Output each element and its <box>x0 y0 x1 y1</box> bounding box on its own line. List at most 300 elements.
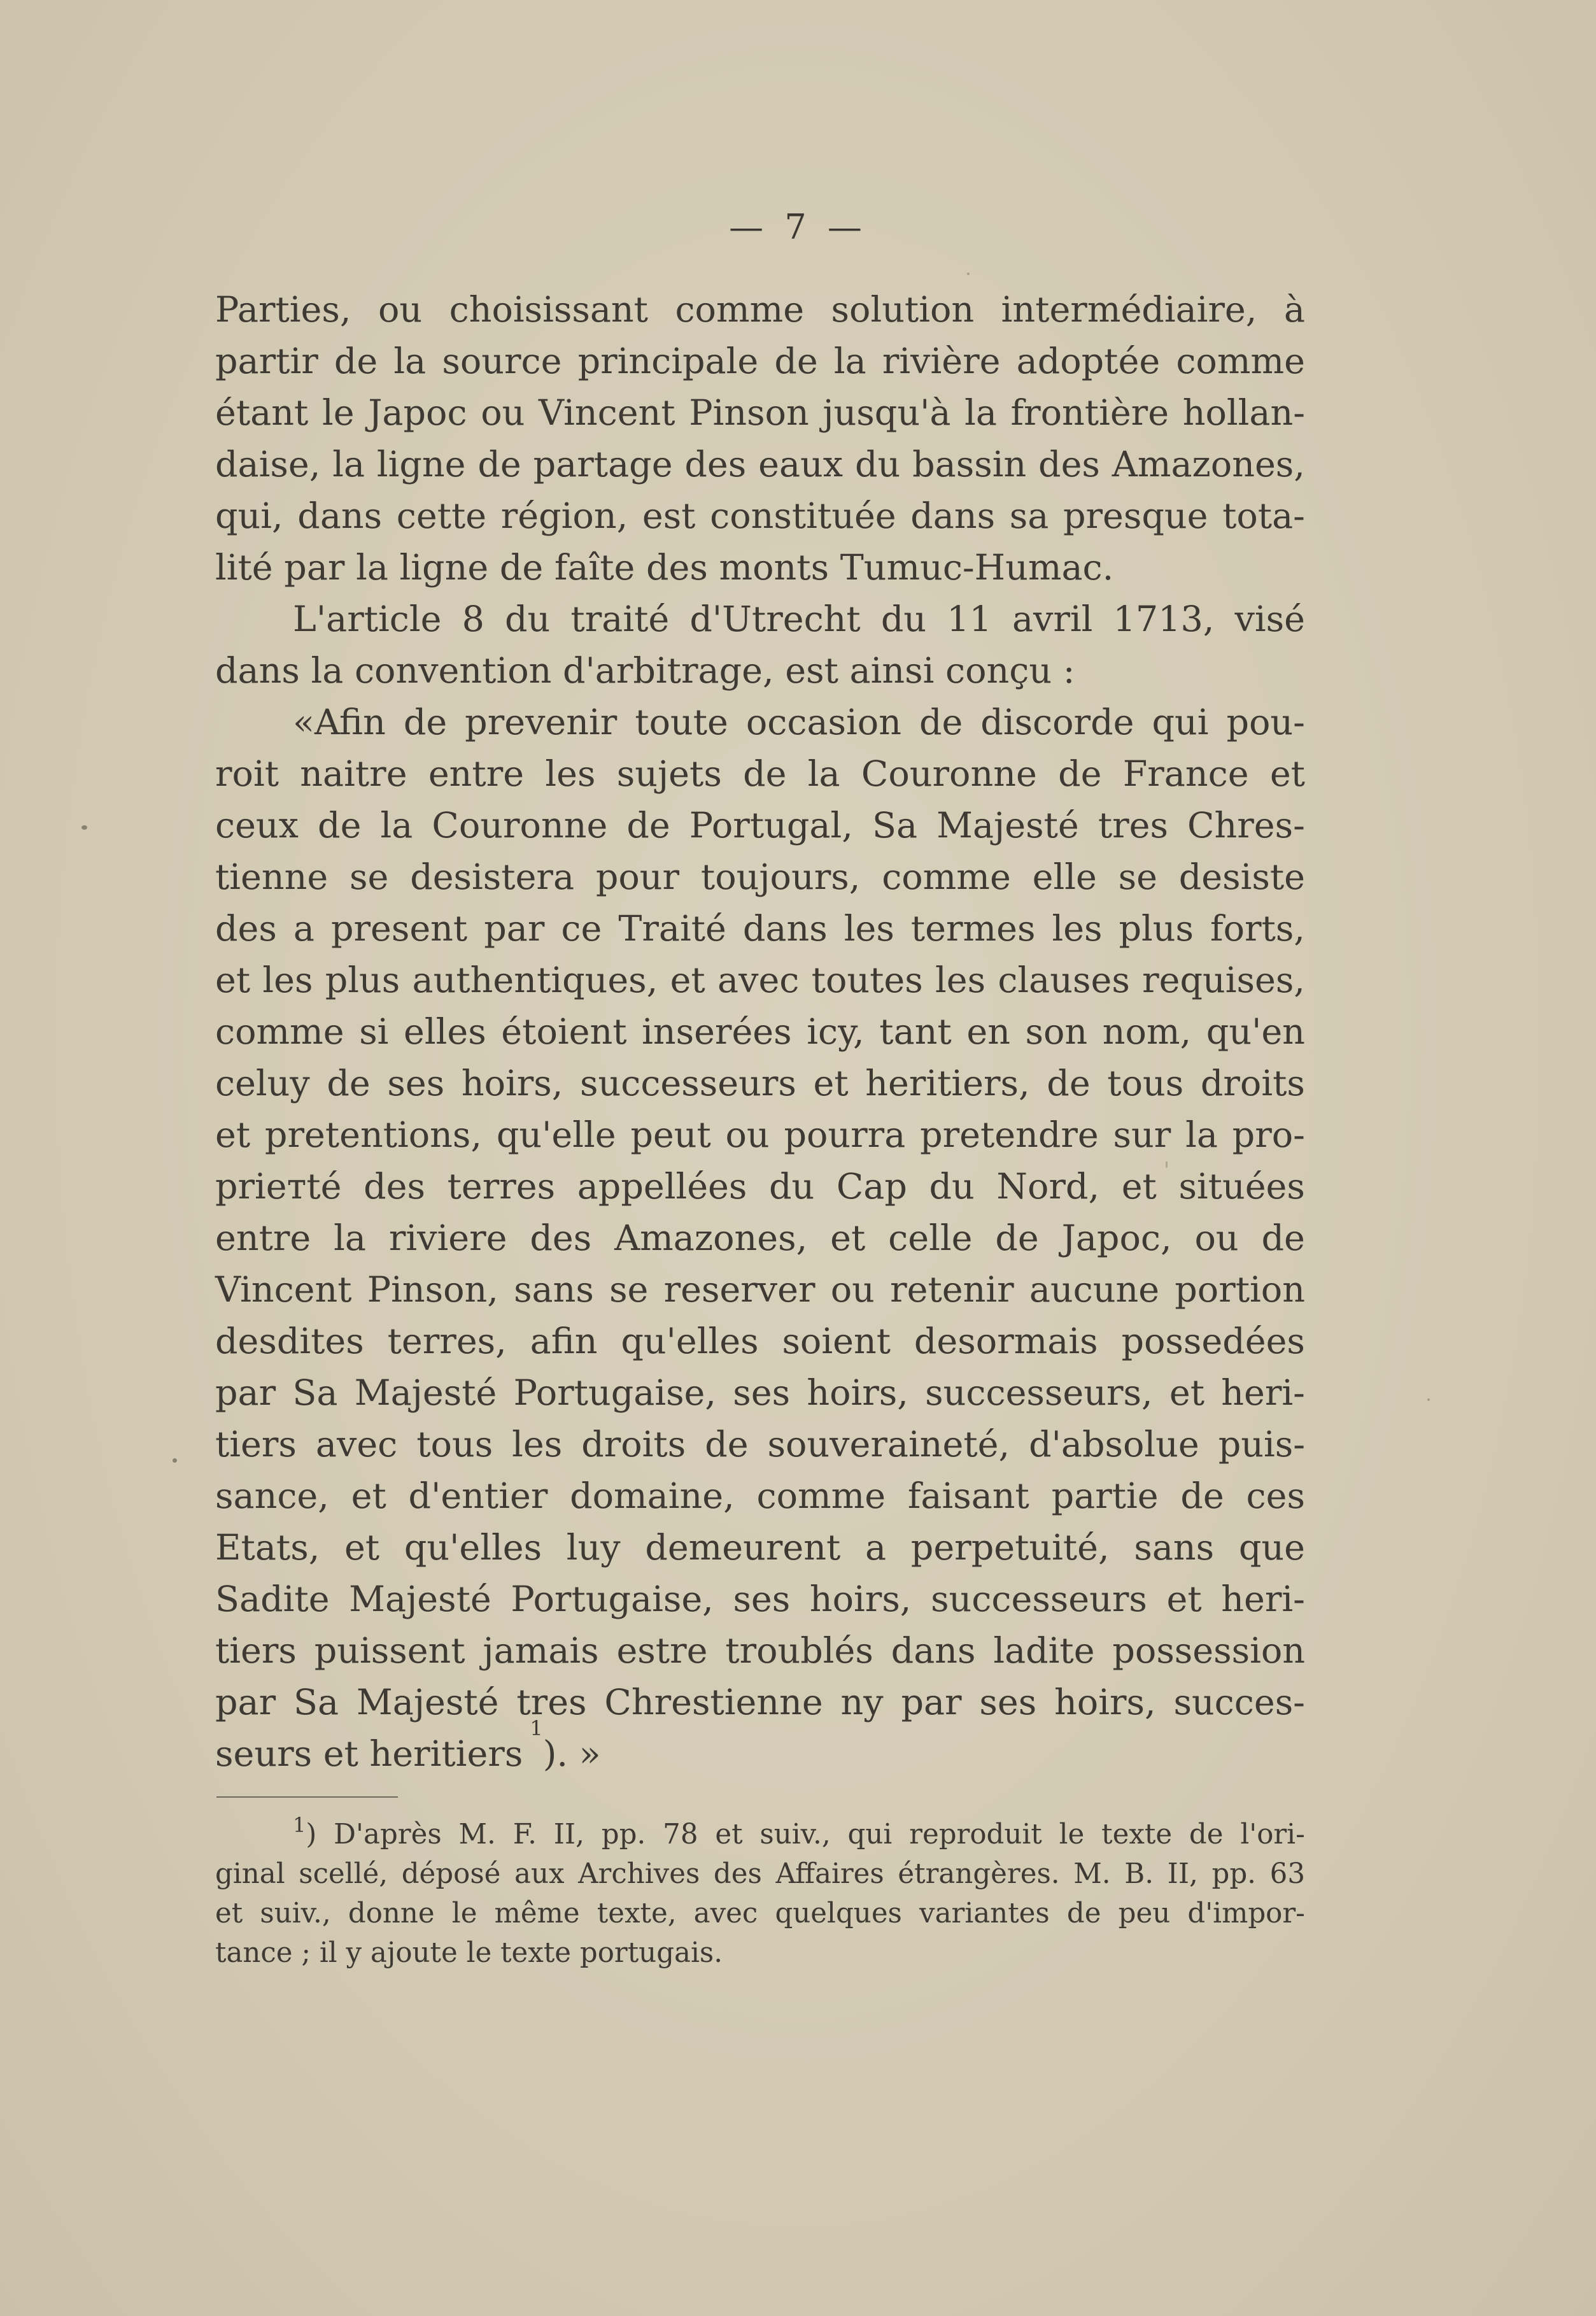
word: la <box>334 1218 366 1259</box>
word: M. <box>1073 1858 1111 1890</box>
text-line <box>215 1161 1305 1212</box>
word: celle <box>888 1218 973 1259</box>
word: rivière <box>882 341 1001 382</box>
word: sur <box>1113 1114 1171 1156</box>
word: par <box>215 1682 276 1723</box>
word: bassin <box>912 444 1027 485</box>
word: suiv., <box>759 1819 831 1851</box>
word: ces <box>1246 1475 1305 1517</box>
word: les <box>1052 908 1103 949</box>
word: France <box>1122 753 1249 795</box>
word: 63 <box>1269 1858 1305 1890</box>
word: si <box>359 1011 389 1053</box>
word: Amazones, <box>614 1218 808 1259</box>
word: sance, <box>215 1475 329 1517</box>
word: intermédiaire, <box>1001 289 1257 330</box>
word: de <box>1047 1063 1091 1104</box>
word: avril <box>1012 599 1093 640</box>
word: entre <box>215 1218 311 1259</box>
word: Etats, <box>215 1527 320 1568</box>
word: sujets <box>616 753 722 795</box>
word: M. <box>458 1819 496 1851</box>
footnote-line <box>215 1815 1305 1854</box>
word: Couronne <box>432 805 608 846</box>
text-line <box>215 800 1305 851</box>
word: de <box>477 444 521 485</box>
word: priетté <box>215 1166 342 1207</box>
word: des <box>215 908 277 949</box>
word: par <box>484 908 545 949</box>
word: du <box>880 599 927 640</box>
word: Traité <box>618 908 726 949</box>
word: domaine, <box>570 1475 735 1517</box>
word: et <box>830 1218 866 1259</box>
text-line <box>215 490 1305 542</box>
word: qui <box>1152 702 1209 743</box>
word: traité <box>570 599 670 640</box>
word: ses <box>387 1063 445 1104</box>
word: de <box>334 341 378 382</box>
word: solution <box>831 289 975 330</box>
word: adoptée <box>1016 341 1161 382</box>
word: nom, <box>1102 1011 1192 1053</box>
word: qui, <box>215 495 283 537</box>
word: 8 <box>462 599 484 640</box>
word: desormais <box>914 1321 1098 1362</box>
word: l'ori- <box>1240 1819 1305 1851</box>
word: principale <box>577 341 759 382</box>
word: de <box>1189 1819 1224 1851</box>
word: appellées <box>577 1166 747 1207</box>
word: situées <box>1178 1166 1305 1207</box>
word: et <box>215 960 251 1001</box>
word: toujours, <box>700 856 861 898</box>
word: hoirs, <box>809 1579 912 1620</box>
word: du <box>929 1166 975 1207</box>
word: forts, <box>1210 908 1305 949</box>
text-line <box>215 1109 1305 1161</box>
word: les <box>935 960 986 1001</box>
word: de <box>919 702 963 743</box>
word: ou <box>830 1269 875 1311</box>
paper-speck <box>1427 1398 1430 1401</box>
word: plus <box>325 960 400 1001</box>
word: sans <box>1134 1527 1215 1568</box>
word: F. <box>512 1819 537 1851</box>
word: Couronne <box>861 753 1037 795</box>
text-line <box>215 1212 1305 1264</box>
footnote-marker: $^1$) <box>293 1813 317 1851</box>
word: tous <box>1107 1063 1184 1104</box>
word: sa <box>1009 495 1049 537</box>
footnote-first-line <box>293 1815 1305 1854</box>
word: ligne <box>376 444 466 485</box>
word: Majesté <box>356 1682 499 1723</box>
word: prevenir <box>465 702 618 743</box>
word: déposé <box>401 1858 501 1890</box>
word: occasion <box>745 702 901 743</box>
word: luy <box>566 1527 621 1568</box>
word: la <box>964 392 997 434</box>
word: texte <box>1101 1819 1173 1851</box>
word: et <box>215 1114 251 1156</box>
word: eaux <box>758 444 844 485</box>
word: le <box>321 392 355 434</box>
word: aucune <box>1029 1269 1160 1311</box>
word: région, <box>500 495 628 537</box>
word: qu'elles <box>404 1527 542 1568</box>
text-line <box>215 1574 1305 1625</box>
word: de <box>1261 1218 1305 1259</box>
word: frontière <box>1010 392 1169 434</box>
word: et <box>813 1063 849 1104</box>
word: la <box>393 341 427 382</box>
text-line <box>215 1316 1305 1367</box>
word: comme <box>1176 341 1305 382</box>
word: et <box>215 1898 243 1929</box>
word: riviere <box>388 1218 507 1259</box>
word: Sadite <box>215 1579 330 1620</box>
word: se <box>350 856 389 898</box>
word: pp. <box>1211 1858 1257 1890</box>
word: L'article <box>293 599 442 640</box>
word: Cap <box>836 1166 907 1207</box>
word: tous <box>416 1424 493 1465</box>
text-line <box>215 593 1305 645</box>
word: de <box>327 1063 371 1104</box>
word: Vincent <box>215 1269 352 1311</box>
word: Majesté <box>349 1579 491 1620</box>
word: troublés <box>725 1630 873 1672</box>
text-line <box>215 645 1305 697</box>
word: d'absolue <box>1029 1424 1199 1465</box>
text-line <box>215 1625 1305 1677</box>
word: suiv., <box>260 1898 331 1929</box>
word: les <box>262 960 313 1001</box>
word: II, <box>553 1819 584 1851</box>
word: dans <box>297 495 383 537</box>
text-line <box>215 1716 1305 1780</box>
word: reproduit <box>909 1819 1042 1851</box>
word: source <box>442 341 562 382</box>
word: reserver <box>663 1269 816 1311</box>
text-line <box>215 697 1305 748</box>
word: de <box>705 1424 749 1465</box>
footnote-line <box>215 1894 1305 1933</box>
word: de <box>318 805 362 846</box>
word: dans <box>891 1630 976 1672</box>
word: elle <box>1032 856 1097 898</box>
paper-speck <box>81 825 87 830</box>
text-line <box>215 439 1305 490</box>
paper-speck <box>173 1458 177 1463</box>
word: toutes <box>811 960 923 1001</box>
word: comme <box>215 1011 344 1053</box>
word: d'Utrecht <box>689 599 861 640</box>
word: a <box>865 1527 887 1568</box>
word: son <box>1025 1011 1088 1053</box>
word: roit <box>215 753 279 795</box>
word: qu'en <box>1206 1011 1305 1053</box>
word: et <box>670 960 705 1001</box>
word: Majesté <box>354 1372 497 1414</box>
word: droits <box>1200 1063 1305 1104</box>
paragraph-end-text: lité par la ligne de faîte des monts Tumuc-Humac. <box>215 547 1114 588</box>
word: peu <box>1118 1898 1171 1929</box>
text-line <box>215 903 1305 955</box>
text-line <box>215 1058 1305 1109</box>
word: ladite <box>993 1630 1095 1672</box>
word: «Afin <box>293 702 386 743</box>
word: pour <box>595 856 680 898</box>
word: ceux <box>215 805 299 846</box>
word: a <box>293 908 314 949</box>
footnote-reference: 1 <box>530 1716 543 1740</box>
word: Pinson <box>689 392 809 434</box>
word: termes <box>910 908 1036 949</box>
word: des <box>713 1858 762 1890</box>
word: Sa <box>872 805 918 846</box>
word: desdites <box>215 1321 364 1362</box>
word: de <box>995 1218 1039 1259</box>
footnote <box>215 1815 1305 1973</box>
word: terres, <box>387 1321 507 1362</box>
word: jusqu'à <box>823 392 951 434</box>
word: naitre <box>300 753 407 795</box>
word: ou <box>378 289 423 330</box>
word: avec <box>315 1424 398 1465</box>
word: Affaires <box>775 1858 884 1890</box>
word: de <box>626 805 670 846</box>
text-line <box>215 1264 1305 1316</box>
word: Sa <box>292 1372 338 1414</box>
word: Nord, <box>996 1166 1100 1207</box>
word: ses <box>733 1579 791 1620</box>
word: d'impor- <box>1187 1898 1305 1929</box>
word: presque <box>1063 495 1208 537</box>
word: la <box>833 341 866 382</box>
word: du <box>854 444 901 485</box>
word: pretendre <box>920 1114 1099 1156</box>
word: heri- <box>1221 1372 1305 1414</box>
word: Vincent <box>539 392 675 434</box>
word: partage <box>533 444 673 485</box>
word: aux <box>514 1858 565 1890</box>
word: est <box>642 495 696 537</box>
word: heritiers, <box>865 1063 1030 1104</box>
word: Archives <box>578 1858 700 1890</box>
word: ginal <box>215 1858 285 1890</box>
word: 1713, <box>1113 599 1215 640</box>
word: étant <box>215 392 309 434</box>
word: les <box>545 753 596 795</box>
word: scellé, <box>299 1858 388 1890</box>
word: Japoc, <box>1061 1218 1172 1259</box>
word: de <box>774 341 818 382</box>
word: soient <box>782 1321 891 1362</box>
word: authentiques, <box>412 960 658 1001</box>
word: 78 <box>663 1819 698 1851</box>
word: constituée <box>710 495 896 537</box>
word: souveraineté, <box>767 1424 1010 1465</box>
page-number: — 7 — <box>729 207 867 247</box>
word: qui <box>847 1819 893 1851</box>
word: jamais <box>483 1630 599 1672</box>
word: tiers <box>215 1424 297 1465</box>
word: quelques <box>775 1898 902 1929</box>
word: partir <box>215 341 318 382</box>
text-line <box>215 1367 1305 1419</box>
word: ny <box>840 1682 884 1723</box>
word: Chrestienne <box>604 1682 823 1723</box>
word: inserées <box>642 1011 792 1053</box>
word: dans <box>910 495 996 537</box>
text-line <box>215 284 1305 336</box>
word: demeurent <box>645 1527 841 1568</box>
text-line <box>215 1522 1305 1574</box>
word: des <box>530 1218 592 1259</box>
word: la <box>807 753 840 795</box>
word: successeurs, <box>925 1372 1153 1414</box>
word: Portugal, <box>689 805 853 846</box>
word: même <box>494 1898 580 1929</box>
word: tant <box>879 1011 952 1053</box>
word: hollan- <box>1182 392 1305 434</box>
word: icy, <box>807 1011 865 1053</box>
word: sans <box>514 1269 594 1311</box>
word: du <box>768 1166 815 1207</box>
word: elles <box>404 1011 486 1053</box>
word: tienne <box>215 856 328 898</box>
paper-speck <box>1166 1162 1168 1168</box>
word: de <box>1180 1475 1224 1517</box>
word: heri- <box>1221 1579 1305 1620</box>
word: Amazones, <box>1112 444 1305 485</box>
footnote-end-text: tance ; il y ajoute le texte portugais. <box>215 1937 723 1969</box>
word: hoirs, <box>807 1372 908 1414</box>
word: tres <box>1098 805 1168 846</box>
word: II, <box>1167 1858 1198 1890</box>
footnote-divider <box>216 1796 398 1798</box>
word: entre <box>428 753 525 795</box>
quote-close-text: ). » <box>542 1733 601 1775</box>
word: comme <box>675 289 805 330</box>
word: D'après <box>334 1819 442 1851</box>
word: texte, <box>597 1898 677 1929</box>
word: se <box>1118 856 1157 898</box>
word: puissent <box>314 1630 465 1672</box>
word: pou- <box>1226 702 1305 743</box>
word: la <box>332 444 365 485</box>
word: comme <box>882 856 1011 898</box>
word: cette <box>396 495 487 537</box>
word: Portugaise, <box>511 1579 714 1620</box>
word: Parties, <box>215 289 351 330</box>
word: 11 <box>947 599 992 640</box>
word: avec <box>717 960 800 1001</box>
text-line <box>215 748 1305 800</box>
word: Majesté <box>936 805 1079 846</box>
word: tiers <box>215 1630 297 1672</box>
word: se <box>609 1269 649 1311</box>
word: par <box>215 1372 276 1414</box>
word: la <box>380 805 413 846</box>
word: terres <box>447 1166 556 1207</box>
word: étrangères. <box>898 1858 1060 1890</box>
word: present <box>330 908 468 949</box>
word: visé <box>1234 599 1305 640</box>
word: puis- <box>1218 1424 1305 1465</box>
word: perpetuité, <box>910 1527 1110 1568</box>
word: des <box>364 1166 425 1207</box>
word: ses <box>733 1372 791 1414</box>
word: choisissant <box>449 289 648 330</box>
text-line <box>215 336 1305 387</box>
word: qu'elle <box>496 1114 616 1156</box>
word: le <box>1059 1819 1085 1851</box>
word: et <box>344 1527 380 1568</box>
word: plus <box>1119 908 1194 949</box>
word: ou <box>1194 1218 1239 1259</box>
text-line <box>215 955 1305 1006</box>
word: par <box>901 1682 962 1723</box>
word: des <box>1038 444 1100 485</box>
word: de <box>1058 753 1102 795</box>
word: et <box>715 1819 743 1851</box>
word: dans <box>742 908 828 949</box>
word: possedées <box>1121 1321 1305 1362</box>
text-line <box>215 387 1305 439</box>
word: et <box>1121 1166 1157 1207</box>
word: hoirs, <box>461 1063 563 1104</box>
word: tres <box>516 1682 587 1723</box>
word: discorde <box>980 702 1134 743</box>
word: daise, <box>215 444 321 485</box>
word: et <box>1169 1372 1205 1414</box>
word: faisant <box>907 1475 1029 1517</box>
word: pp. <box>601 1819 646 1851</box>
word: donne <box>348 1898 435 1929</box>
word: desiste <box>1178 856 1305 898</box>
word: d'entier <box>408 1475 548 1517</box>
word: ce <box>561 908 602 949</box>
word: en <box>966 1011 1010 1053</box>
word: étoient <box>501 1011 627 1053</box>
word: le <box>451 1898 477 1929</box>
word: desistera <box>410 856 575 898</box>
word: succes- <box>1173 1682 1305 1723</box>
word: Japoc <box>368 392 467 434</box>
word: Sa <box>293 1682 339 1723</box>
word: pourra <box>784 1114 906 1156</box>
word: qu'elles <box>621 1321 759 1362</box>
word: des <box>684 444 747 485</box>
word: et <box>351 1475 386 1517</box>
word: avec <box>693 1898 758 1929</box>
word: clauses <box>998 960 1130 1001</box>
word: successeurs <box>580 1063 796 1104</box>
paragraph-end-text: dans la convention d'arbitrage, est ainsi conçu : <box>215 650 1075 692</box>
word: Chres- <box>1187 805 1305 846</box>
text-line <box>215 1419 1305 1470</box>
word: B. <box>1124 1858 1154 1890</box>
body-text <box>215 284 1305 1780</box>
word: successeurs <box>931 1579 1147 1620</box>
word: et <box>1269 753 1305 795</box>
word: les <box>844 908 894 949</box>
word: requises, <box>1142 960 1305 1001</box>
word: droits <box>581 1424 686 1465</box>
